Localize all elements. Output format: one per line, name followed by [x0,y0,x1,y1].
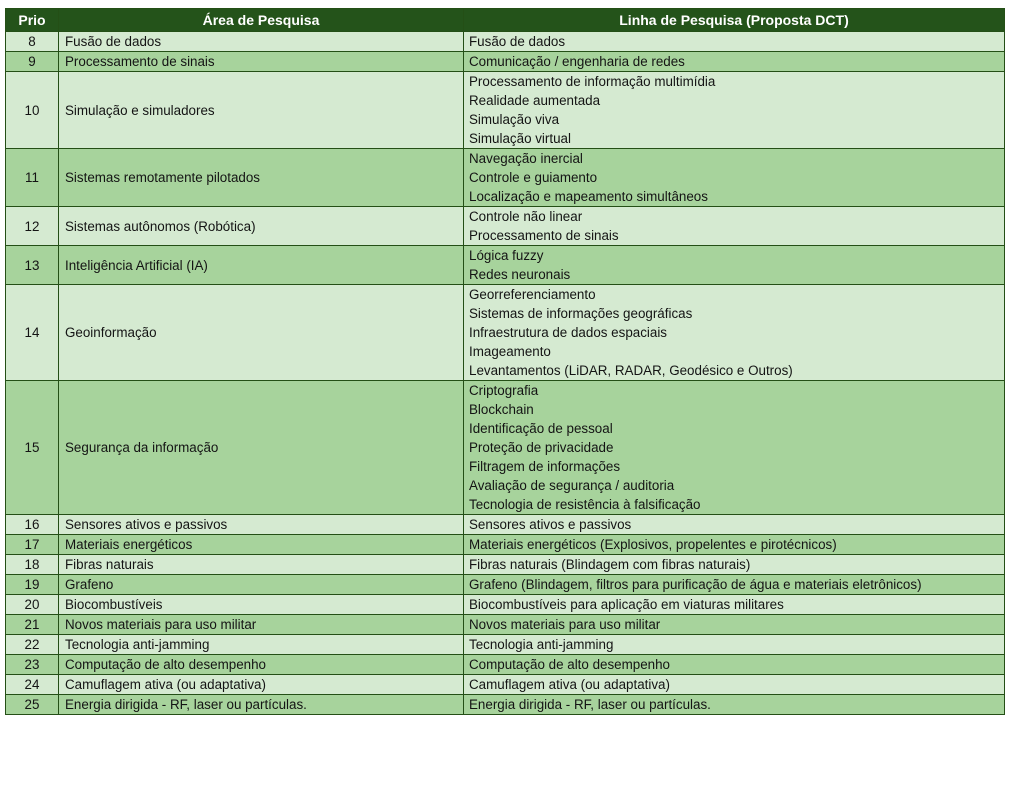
area-cell: Sensores ativos e passivos [59,515,464,535]
prio-cell: 15 [6,381,59,515]
linha-cell [464,515,1005,535]
table-row [6,32,1005,52]
linha-cell [464,285,1005,381]
linha-cell [464,555,1005,575]
linha-cell [464,635,1005,655]
table-row [6,381,1005,515]
area-cell: Inteligência Artificial (IA) [59,246,464,285]
linha-item: Sensores ativos e passivos [469,517,632,532]
linha-item: Blockchain [469,402,534,417]
linha-item: Comunicação / engenharia de redes [469,54,685,69]
prio-cell: 14 [6,285,59,381]
linha-item: Lógica fuzzy [469,248,544,263]
linha-cell [464,595,1005,615]
linha-item: Processamento de informação multimídia [469,74,716,89]
table-row [6,575,1005,595]
area-cell: Grafeno [59,575,464,595]
linha-cell [464,381,1005,515]
linha-item: Camuflagem ativa (ou adaptativa) [469,677,670,692]
area-cell: Novos materiais para uso militar [59,615,464,635]
table-row [6,149,1005,207]
linha-item: Sistemas de informações geográficas [469,306,693,321]
linha-item: Localização e mapeamento simultâneos [469,189,708,204]
linha-item: Novos materiais para uso militar [469,617,661,632]
linha-item: Controle não linear [469,209,583,224]
linha-item: Energia dirigida - RF, laser ou partículas. [469,697,711,712]
linha-item: Processamento de sinais [469,228,619,243]
table-row [6,695,1005,715]
prio-cell: 16 [6,515,59,535]
linha-item: Levantamentos (LiDAR, RADAR, Geodésico e Outros) [469,363,793,378]
area-cell: Fibras naturais [59,555,464,575]
linha-cell [464,149,1005,207]
linha-cell [464,32,1005,52]
area-cell: Geoinformação [59,285,464,381]
table-row [6,52,1005,72]
prio-cell: 21 [6,615,59,635]
linha-cell [464,207,1005,246]
area-cell: Sistemas autônomos (Robótica) [59,207,464,246]
linha-item: Realidade aumentada [469,93,601,108]
linha-cell [464,675,1005,695]
linha-cell [464,246,1005,285]
prio-cell: 18 [6,555,59,575]
prio-cell: 10 [6,72,59,149]
linha-item: Computação de alto desempenho [469,657,670,672]
table-row [6,285,1005,381]
area-cell: Energia dirigida - RF, laser ou partículas. [59,695,464,715]
table-row [6,655,1005,675]
table-row [6,515,1005,535]
linha-item: Controle e guiamento [469,170,598,185]
linha-item: Tecnologia de resistência à falsificação [469,497,701,512]
prio-cell: 23 [6,655,59,675]
prio-cell: 13 [6,246,59,285]
table-row [6,675,1005,695]
linha-item: Georreferenciamento [469,287,596,302]
linha-item: Criptografia [469,383,539,398]
prio-cell: 20 [6,595,59,615]
linha-item: Materiais energéticos (Explosivos, propelentes e pirotécnicos) [469,537,837,552]
linha-item: Fibras naturais (Blindagem com fibras naturais) [469,557,751,572]
linha-item: Infraestrutura de dados espaciais [469,325,668,340]
area-cell: Biocombustíveis [59,595,464,615]
linha-item: Proteção de privacidade [469,440,614,455]
area-cell: Processamento de sinais [59,52,464,72]
linha-item: Identificação de pessoal [469,421,613,436]
prio-cell: 17 [6,535,59,555]
linha-item: Simulação virtual [469,131,571,146]
header-row [6,9,1005,32]
header-linha: Linha de Pesquisa (Proposta DCT) [464,9,1005,32]
prio-cell: 25 [6,695,59,715]
table-row [6,72,1005,149]
prio-cell: 8 [6,32,59,52]
linha-cell [464,72,1005,149]
area-cell: Sistemas remotamente pilotados [59,149,464,207]
prio-cell: 9 [6,52,59,72]
linha-item: Filtragem de informações [469,459,621,474]
linha-item: Biocombustíveis para aplicação em viaturas militares [469,597,784,612]
linha-cell [464,695,1005,715]
prio-cell: 12 [6,207,59,246]
table-row [6,555,1005,575]
linha-item: Redes neuronais [469,267,571,282]
table-header [6,9,1005,32]
prio-cell: 24 [6,675,59,695]
linha-item: Fusão de dados [469,34,566,49]
prio-cell: 22 [6,635,59,655]
linha-item: Tecnologia anti-jamming [469,637,614,652]
table-body [6,32,1005,715]
table-row [6,635,1005,655]
linha-cell [464,655,1005,675]
area-cell: Computação de alto desempenho [59,655,464,675]
header-prio: Prio [6,9,59,32]
linha-cell [464,52,1005,72]
linha-item: Simulação viva [469,112,560,127]
research-priorities-table [5,8,1005,715]
linha-cell [464,535,1005,555]
table-row [6,615,1005,635]
area-cell: Segurança da informação [59,381,464,515]
linha-cell [464,615,1005,635]
table-row [6,246,1005,285]
linha-item: Navegação inercial [469,151,583,166]
area-cell: Camuflagem ativa (ou adaptativa) [59,675,464,695]
table-row [6,595,1005,615]
linha-item: Avaliação de segurança / auditoria [469,478,675,493]
linha-cell [464,575,1005,595]
header-area: Área de Pesquisa [59,9,464,32]
area-cell: Tecnologia anti-jamming [59,635,464,655]
table-row [6,535,1005,555]
table-row [6,207,1005,246]
area-cell: Materiais energéticos [59,535,464,555]
prio-cell: 11 [6,149,59,207]
linha-item: Grafeno (Blindagem, filtros para purificação de água e materiais eletrônicos) [469,577,922,592]
linha-item: Imageamento [469,344,551,359]
area-cell: Simulação e simuladores [59,72,464,149]
area-cell: Fusão de dados [59,32,464,52]
prio-cell: 19 [6,575,59,595]
